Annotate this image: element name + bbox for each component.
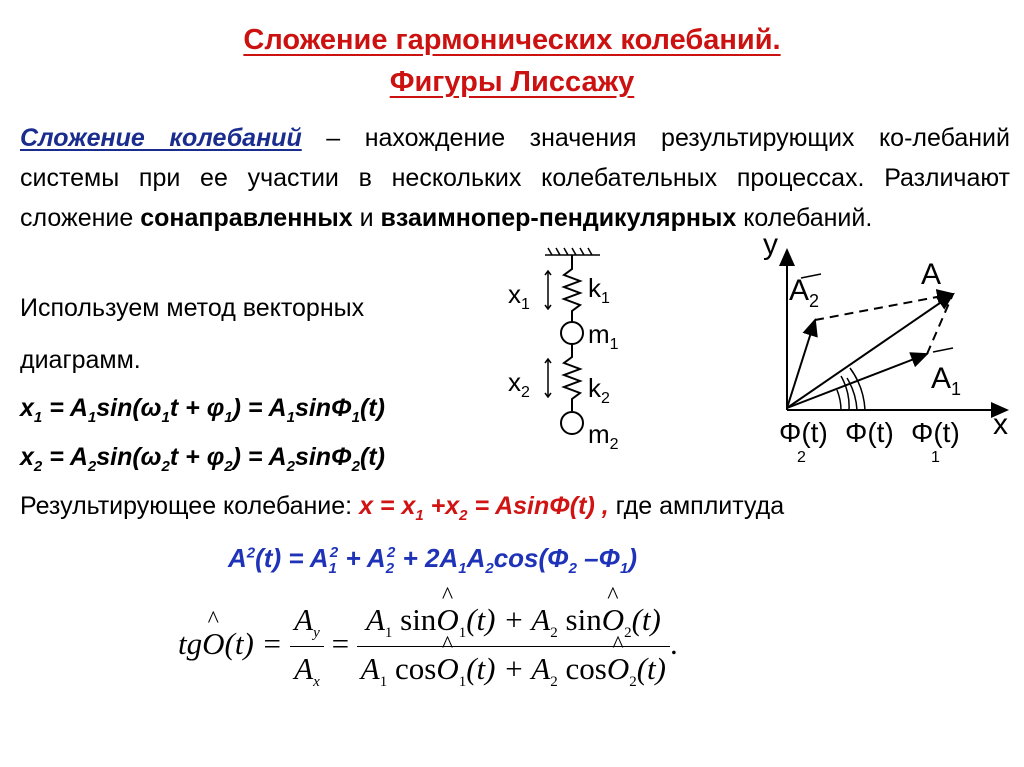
- intro-bold-perpendicular: взаимнопер-пендикулярных: [380, 204, 737, 232]
- sin-cos-fraction: $\frac{A_1 \sin\^{} O_1(t) + A_2 \sin\^{} O_2(t)}{A_1 \cos\^{} O_1(t) + A_2 \cos\^{} O_2(t)}$: [357, 602, 670, 691]
- amplitude-formula: $A^2(t) = A_1^2 + A_2^2 + 2A_1A_2\cos(\Phi_2$ $-\Phi_1$): [228, 543, 637, 578]
- label-k2: $k_2$: [588, 373, 610, 407]
- vector-diagram: [745, 228, 1020, 473]
- intro-term: Сложение колебаний: [20, 124, 302, 152]
- label-phi: Φ(t): [845, 417, 894, 448]
- tangent-formula: tg^ O(t) = $\frac{A_y}{A_x}$ = $\frac{A_1 \sin\^{} O_1(t) + A_2 \sin\^{} O_2(t)}{A_1 \cos\^{} O_1(t) + A_2 \cos\^{} O_2(t)}$ .: [178, 602, 678, 691]
- result-formula: $x = x_1 +x_2 = Asin\Phi(t)$ ,: [359, 492, 609, 524]
- slide-title-line1: Сложение гармонических колебаний.: [243, 24, 781, 56]
- method-line1: Используем метод векторных: [20, 294, 365, 322]
- method-line2: диаграмм.: [20, 346, 141, 374]
- spring-diagram: [490, 245, 650, 465]
- spring-1: [564, 255, 580, 323]
- intro-tail: колебаний.: [736, 204, 873, 232]
- label-x1: $x_1$: [508, 279, 530, 313]
- intro-and: и: [352, 204, 381, 232]
- ceiling-hatch: [545, 248, 600, 255]
- label-x: x: [993, 408, 1008, 441]
- label-m2: $m_2$: [588, 419, 619, 453]
- label-phi2: Φ(t): [779, 417, 828, 448]
- label-A2: $A_2$: [789, 274, 820, 311]
- label-y: y: [763, 228, 778, 261]
- slide-title-line2: Фигуры Лиссажу: [389, 66, 635, 98]
- label-A1: $A_1$: [931, 362, 962, 399]
- intro-bold-codirected: сонаправленных: [140, 204, 353, 232]
- displacement-arrows: [545, 271, 551, 397]
- mass-2: [561, 412, 583, 434]
- mass-1: [561, 322, 583, 344]
- result-label: Результирующее колебание:: [20, 492, 360, 520]
- label-phi1: Φ(t): [911, 417, 960, 448]
- result-tail: где амплитуда: [608, 492, 785, 520]
- intro-definition: – нахождение значения результирующих ко-лебаний системы при ее участии в нескольких колебательных процессах. Различают сложение: [20, 124, 1010, 232]
- label-phi2-sub: 2: [797, 449, 806, 466]
- formula-x1: $x_1 = A_1\sin(\omega_1t + \varphi_1) = A_1\sin\Phi_1(t)$: [20, 394, 385, 426]
- formula-x2: $x_2 = A_2\sin(\omega_2t + \varphi_2) = A_2\sin\Phi_2(t)$: [20, 443, 385, 475]
- label-m1: $m_1$: [588, 319, 619, 353]
- label-x2: $x_2$: [508, 367, 530, 401]
- ay-over-ax: $\frac{A_y}{A_x}$: [290, 602, 324, 691]
- label-phi1-sub: 1: [931, 449, 940, 466]
- spring-2: [564, 344, 580, 411]
- intro-paragraph: [20, 118, 1010, 238]
- label-k1: $k_1$: [588, 273, 610, 307]
- angle-arcs: [837, 368, 865, 410]
- result-line: [20, 492, 784, 524]
- vector-A2: [787, 320, 815, 408]
- dashed-A1-translated: [815, 294, 953, 320]
- label-A: A: [921, 258, 942, 291]
